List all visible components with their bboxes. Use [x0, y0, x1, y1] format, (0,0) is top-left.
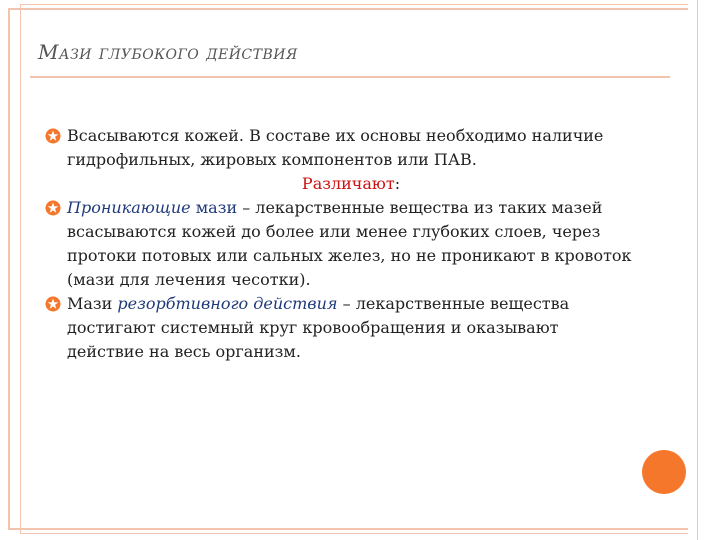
title-divider: [30, 76, 670, 78]
bullet-3-em: резорбтивного действия: [117, 294, 338, 313]
star-pinwheel-icon: [45, 128, 61, 144]
bullet-item-1: [45, 124, 635, 172]
distinguish-word: Различают: [301, 174, 395, 193]
bullet-2-rest: – лекарственные вещества из таких мазей всасываются кожей до более или менее глубоких слоев, через протоки потовых или сальных желез, но не проникают в кровоток (мази для лечения чесотки).: [67, 198, 632, 289]
distinguish-colon: :: [394, 174, 401, 193]
star-pinwheel-icon: [45, 296, 61, 312]
right-strip-line: [697, 0, 698, 540]
orange-circle-icon: [642, 450, 686, 494]
bullet-item-3: [45, 292, 635, 364]
bullet-2-lead2: мази: [190, 198, 238, 217]
right-strip: [688, 0, 720, 540]
slide-title: Мази глубокого действия: [38, 40, 298, 64]
bullet-3-pre: Мази: [67, 294, 118, 313]
slide-body: [45, 124, 635, 364]
bullet-3-rest: – лекарственные вещества достигают системный круг кровообращения и оказывают действие на весь организм.: [67, 294, 570, 361]
star-pinwheel-icon: [45, 200, 61, 216]
bullet-2-lead: Проникающие: [67, 198, 191, 217]
bullet-item-2: [45, 196, 635, 292]
distinguish-heading: [45, 172, 635, 196]
bullet-1-text: Всасываются кожей. В составе их основы необходимо наличие гидрофильных, жировых компонентов или ПАВ.: [67, 126, 604, 169]
